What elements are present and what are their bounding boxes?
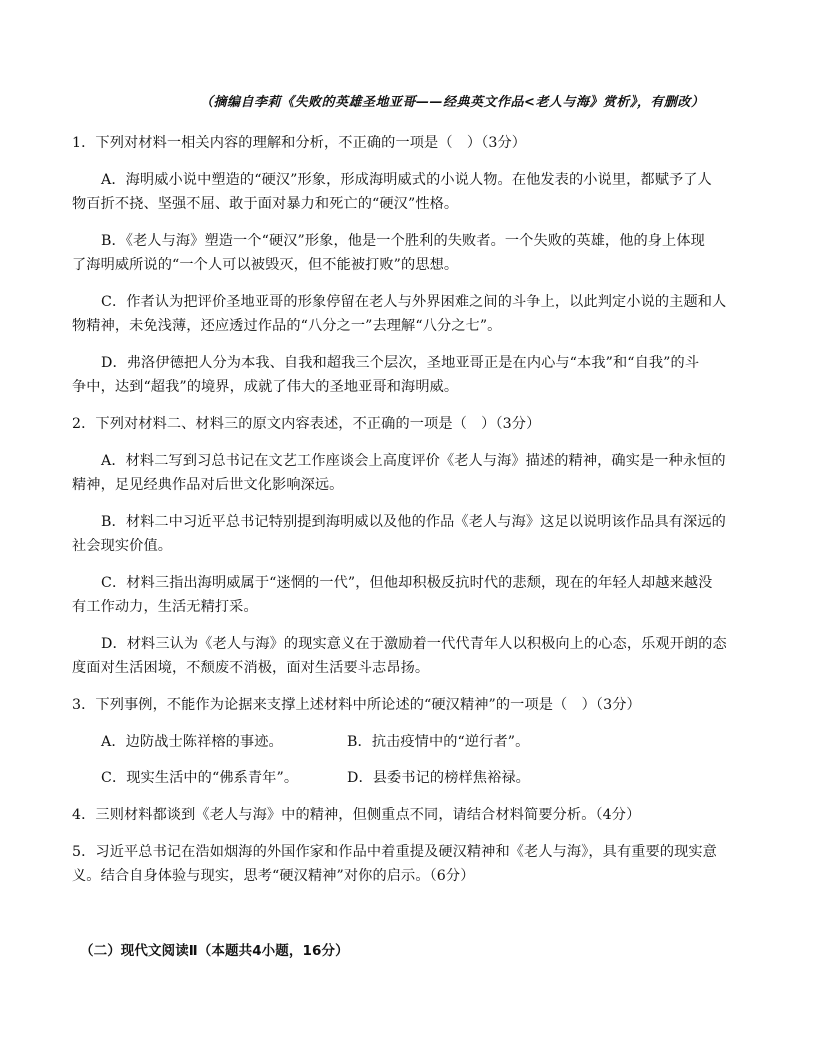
question-5-stem-line2: 义。结合自身体验与现实，思考“硬汉精神”对你的启示。（6分） (72, 868, 475, 884)
source-note: （摘编自李莉《失败的英雄圣地亚哥——经典英文作品<老人与海》赏析》，有删改） (200, 95, 705, 110)
question-3-option-a: A．边防战士陈祥榕的事迹。 (101, 734, 283, 750)
question-1-option-a-line1: A．海明威小说中塑造的“硬汉”形象，形成海明威式的小说人物。在他发表的小说里，都赋予了人 (101, 172, 712, 188)
question-2-option-c-line2: 有工作动力，生活无精打采。 (72, 599, 258, 615)
question-5-stem-line1: 5．习近平总书记在浩如烟海的外国作家和作品中着重提及硬汉精神和《老人与海》，具有重要的现实意 (72, 844, 717, 860)
question-2-option-b-line2: 社会现实价值。 (72, 538, 173, 554)
question-3-option-d: D．县委书记的榜样焦裕禄。 (347, 770, 530, 786)
question-1-option-c-line1: C．作者认为把评价圣地亚哥的形象停留在老人与外界困难之间的斗争上，以此判定小说的主题和人 (101, 294, 727, 310)
question-1-option-b-line1: B．《老人与海》塑造一个“硬汉”形象，他是一个胜利的失败者。一个失败的英雄，他的身上体现 (101, 233, 705, 249)
question-1-option-a-line2: 物百折不挠、坚强不屈、敢于面对暴力和死亡的“硬汉”性格。 (72, 196, 459, 212)
question-2-option-a-line1: A．材料二写到习总书记在文艺工作座谈会上高度评价《老人与海》描述的精神，确实是一种永恒的 (101, 453, 726, 469)
question-4-stem: 4．三则材料都谈到《老人与海》中的精神，但侧重点不同，请结合材料简要分析。（4分） (72, 807, 641, 823)
question-2-option-b-line1: B．材料二中习近平总书记特别提到海明威以及他的作品《老人与海》这足以说明该作品具有深远的 (101, 514, 726, 530)
question-1-option-d-line1: D．弗洛伊德把人分为本我、自我和超我三个层次，圣地亚哥正是在内心与“本我”和“自我”的斗 (101, 355, 700, 371)
question-3-option-b: B．抗击疫情中的“逆行者”。 (347, 734, 530, 750)
question-1-option-d-line2: 争中，达到“超我”的境界，成就了伟大的圣地亚哥和海明威。 (72, 379, 459, 395)
question-1-option-c-line2: 物精神，未免浅薄，还应透过作品的“八分之一”去理解“八分之七”。 (72, 318, 502, 334)
question-2-stem: 2．下列对材料二、材料三的原文内容表述，不正确的一项是（ ）（3分） (72, 416, 541, 432)
question-2-option-c-line1: C．材料三指出海明威属于“迷惘的一代”，但他却积极反抗时代的悲颓，现在的年轻人却越来越没 (101, 575, 713, 591)
question-1-option-b-line2: 了海明威所说的“一个人可以被毁灭，但不能被打败”的思想。 (72, 257, 459, 273)
question-2-option-d-line1: D．材料三认为《老人与海》的现实意义在于激励着一代代青年人以积极向上的心态，乐观开朗的态 (101, 636, 727, 652)
question-3-stem: 3．下列事例，不能作为论据来支撑上述材料中所论述的“硬汉精神”的一项是（ ）（3分） (72, 697, 641, 713)
question-3-option-c: C．现实生活中的“佛系青年”。 (101, 770, 299, 786)
question-1-stem: 1．下列对材料一相关内容的理解和分析，不正确的一项是（ ）（3分） (72, 135, 527, 151)
section-heading: （二）现代文阅读Ⅱ（本题共4小题，16分） (80, 943, 349, 959)
question-2-option-d-line2: 度面对生活困境，不颓废不消极，面对生活要斗志昂扬。 (72, 660, 430, 676)
question-2-option-a-line2: 精神，足见经典作品对后世文化影响深远。 (72, 477, 344, 493)
